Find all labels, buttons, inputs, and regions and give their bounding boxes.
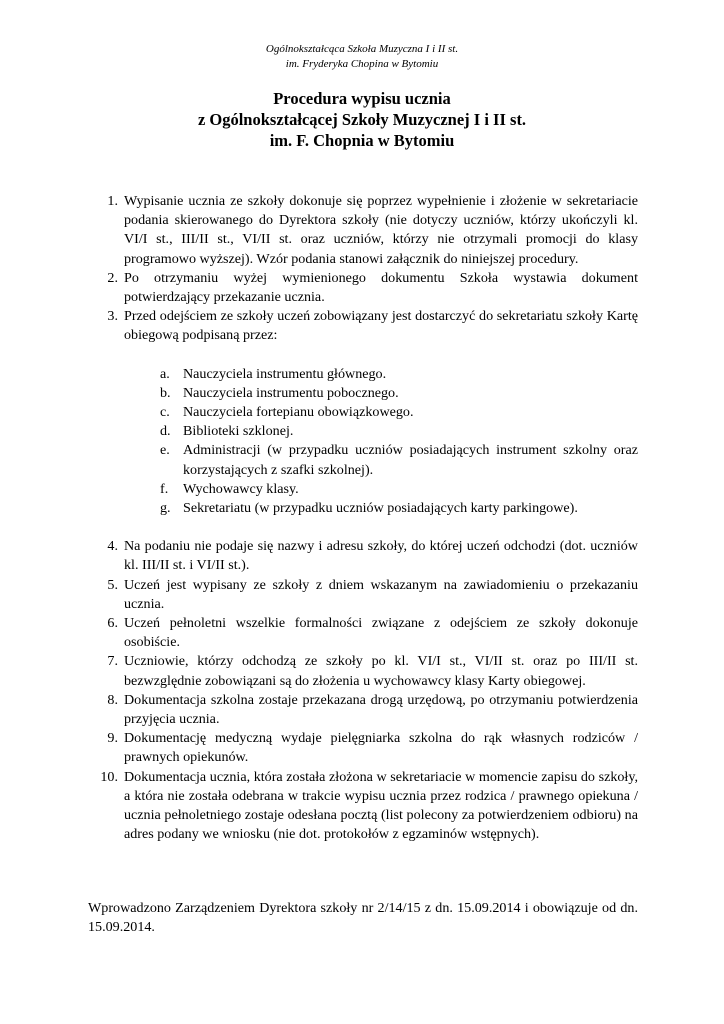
sub-list-item xyxy=(124,403,638,422)
list-item xyxy=(88,307,638,518)
sub-item-text: Administracji (w przypadku uczniów posiadających instrument szkolny oraz korzystających z szafki szkolnej). xyxy=(183,442,638,478)
item-number: 5. xyxy=(107,576,118,593)
sub-item-text: Nauczyciela instrumentu pobocznego. xyxy=(183,384,399,401)
item-text: Wypisanie ucznia ze szkoły dokonuje się poprzez wypełnienie i złożenie w sekretariacie podania skierowanego do Dyrektora szkoły (nie dotyczy uczniów, którzy ukończyli kl. VI/I st., III/II st., VI/II st. oraz uczniów, którzy nie otrzymali promocji do klasy programowo wyższej). Wzór podania stanowi załącznik do niniejszej procedury. xyxy=(124,193,638,267)
sub-item-letter: g. xyxy=(160,500,171,517)
item-text: Po otrzymaniu wyżej wymienionego dokumentu Szkoła wystawia dokument potwierdzający przekazanie ucznia. xyxy=(124,269,638,306)
item-number: 9. xyxy=(107,730,118,747)
item-number: 1. xyxy=(107,193,118,209)
signatories-list xyxy=(124,365,638,519)
sub-item-letter: b. xyxy=(160,384,171,401)
item-number: 7. xyxy=(107,653,118,670)
item-number: 8. xyxy=(107,691,118,708)
list-item xyxy=(88,269,638,307)
item-number: 3. xyxy=(107,308,118,325)
item-text: Uczeń pełnoletni wszelkie formalności związane z odejściem ze szkoły dokonuje osobiście. xyxy=(124,615,638,651)
list-item xyxy=(88,729,638,767)
effective-date-note: Wprowadzono Zarządzeniem Dyrektora szkoły nr 2/14/15 z dn. 15.09.2014 i obowiązuje od dn. 15.09.2014. xyxy=(88,900,638,936)
sub-item-letter: f. xyxy=(160,480,169,497)
item-text: Na podaniu nie podaje się nazwy i adresu szkoły, do której uczeń odchodzi (dot. uczniów kl. III/II st. i VI/II st.). xyxy=(124,538,638,574)
item-text: Przed odejściem ze szkoły uczeń zobowiązany jest dostarczyć do sekretariatu szkoły Kartę obiegową podpisaną przez: xyxy=(124,308,638,344)
sub-list-item xyxy=(124,384,638,403)
procedure-body xyxy=(88,192,638,845)
sub-item-text: Biblioteki szklonej. xyxy=(183,423,294,440)
sub-list-item xyxy=(124,441,638,479)
sub-item-letter: d. xyxy=(160,423,171,440)
sub-list-item xyxy=(124,480,638,499)
item-text: Dokumentacja ucznia, która została złożona w sekretariacie w momencie zapisu do szkoły, a która nie została odebrana w trakcie wypisu ucznia przez rodzica / prawnego opiekuna / ucznia pełnoletniego zostaje odesłana pocztą (list polecony za potwierdzeniem odbioru) na adres podany we wniosku (nie dot. protokołów z egzaminów wstępnych). xyxy=(124,768,638,843)
sub-item-text: Nauczyciela fortepianu obowiązkowego. xyxy=(183,404,414,421)
sub-item-text: Sekretariatu (w przypadku uczniów posiadających karty parkingowe). xyxy=(183,500,578,517)
document-title xyxy=(0,88,724,151)
list-item xyxy=(88,691,638,729)
sub-item-text: Wychowawcy klasy. xyxy=(183,480,299,497)
sub-item-letter: a. xyxy=(160,365,170,382)
item-number: 4. xyxy=(107,538,118,555)
sub-list-item xyxy=(124,499,638,518)
header-line-1: Ogólnokształcąca Szkoła Muzyczna I i II st. xyxy=(265,43,459,55)
sub-list-item xyxy=(124,422,638,441)
header-line-2: im. Fryderyka Chopina w Bytomiu xyxy=(285,58,439,70)
sub-item-letter: e. xyxy=(160,442,170,459)
item-text: Dokumentacja szkolna zostaje przekazana drogą urzędową, po otrzymaniu potwierdzenia przyjęcia ucznia. xyxy=(124,691,638,728)
item-number: 2. xyxy=(107,269,118,286)
list-item xyxy=(88,768,638,845)
sub-item-text: Nauczyciela instrumentu głównego. xyxy=(183,365,387,382)
procedure-list xyxy=(88,192,638,845)
list-item xyxy=(88,614,638,652)
list-item xyxy=(88,576,638,614)
title-line-2: z Ogólnokształcącej Szkoły Muzycznej I i II st. xyxy=(197,110,527,129)
title-line-1: Procedura wypisu ucznia xyxy=(273,89,451,108)
item-text: Uczeń jest wypisany ze szkoły z dniem wskazanym na zawiadomieniu o przekazaniu ucznia. xyxy=(124,576,638,612)
item-text: Uczniowie, którzy odchodzą ze szkoły po kl. VI/I st., VI/II st. oraz po III/II st. bezwzględnie zobowiązani są do złożenia u wychowawcy klasy Karty obiegowej. xyxy=(124,653,638,689)
list-item xyxy=(88,652,638,690)
school-header xyxy=(0,42,724,72)
item-text: Dokumentację medyczną wydaje pielęgniarka szkolna do rąk własnych rodziców / prawnych opiekunów. xyxy=(124,730,638,766)
list-item xyxy=(88,537,638,575)
sub-list-item xyxy=(124,365,638,384)
item-number: 6. xyxy=(107,615,118,632)
list-item xyxy=(88,192,638,269)
item-number: 10. xyxy=(100,768,118,785)
title-line-3: im. F. Chopnia w Bytomiu xyxy=(269,131,455,150)
sub-item-letter: c. xyxy=(160,404,170,421)
